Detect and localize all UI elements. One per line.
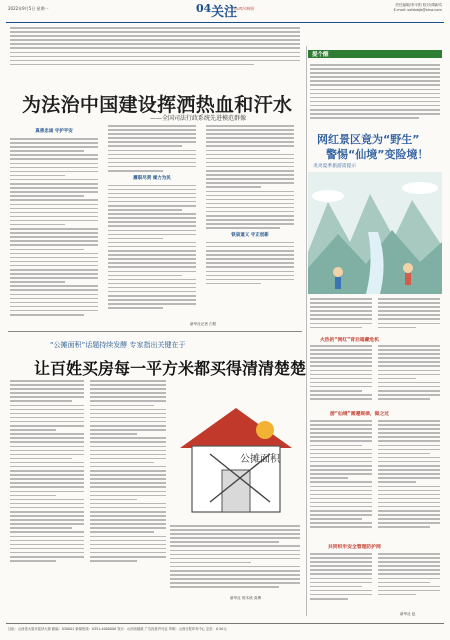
scenery-illustration (308, 172, 442, 294)
column-subhead: 履职尽责 倾力为民 (133, 175, 171, 181)
tip-intro (310, 64, 440, 119)
lead-column-2 (108, 125, 196, 309)
footer-rule (6, 623, 444, 624)
second-byline: 新华社 郭木欣 高博 (230, 596, 262, 600)
tip-title-line-1: 网红景区竟为“野生” (317, 133, 420, 146)
tip-column-1b (310, 345, 372, 400)
tip-subhead-1: 火热的“网红”背后暗藏危机 (320, 338, 380, 343)
tip-byline: 新华社 赵 (400, 612, 416, 616)
tip-label: 提个醒 (312, 52, 329, 58)
tip-column-2c (378, 420, 440, 528)
lead-byline: 新华社记者 白阳 (190, 322, 217, 326)
footer-text: 社址：山西省太原市迎泽大街 邮编：030001 新闻热线：0351-4000000 发行：山西省邮政 广告经营许可证 印刷：山西日报印务中心 定价：0.50元 (8, 627, 227, 631)
tip-title-line-2: 警惕“仙境”变险境！ (326, 148, 429, 161)
story-separator (8, 331, 302, 332)
lead-column-3 (206, 125, 294, 284)
brand-logo: 山西法制报 (234, 6, 254, 11)
tip-column-2a (378, 298, 440, 328)
section-number: 04 (196, 2, 212, 15)
second-column-2 (90, 380, 166, 562)
tip-column-2d (378, 553, 440, 595)
section-title: 关注 (211, 5, 238, 20)
lead-subheadline: ——全国司法行政系统先进模范群像 (150, 115, 247, 122)
tip-subhead-3: 共同织牢安全管理防护网 (328, 545, 381, 550)
column-subhead: 铁肩道义 守正创新 (231, 232, 269, 238)
issue-date: 2022年9月5日 星期一 (8, 6, 49, 11)
second-column-3 (170, 525, 300, 588)
tip-subhead-2: 游“仙境”需遵规律，做之过 (330, 412, 390, 417)
lead-headline: 为法治中国建设挥洒热血和汗水 (22, 94, 293, 116)
tip-subtitle: 炎炎夏季旅游需提示 (313, 164, 357, 169)
tip-column-1d (310, 553, 372, 600)
second-kicker: “公摊面积”话题持续发酵 专家指出关键在于 (50, 341, 186, 349)
second-column-1 (10, 380, 84, 562)
tip-column-2b (378, 345, 440, 400)
section-masthead (196, 2, 256, 20)
email-line: E-mail: sxfzbbjb@sina.com (393, 8, 442, 12)
header-rule (6, 22, 444, 23)
house-illustration (170, 390, 302, 522)
house-label: 公摊面积 (240, 454, 280, 465)
lead-column-1 (10, 125, 98, 316)
lead-intro (10, 27, 300, 65)
tip-banner (308, 50, 442, 58)
editor-line: 责任编辑/李平阳 校对/谭新鸣 (395, 3, 442, 7)
column-subhead: 真善忠诚 守护平安 (35, 129, 73, 134)
second-headline: 让百姓买房每一平方米都买得清清楚楚 (34, 359, 307, 378)
tip-column-1a (310, 298, 372, 328)
tip-column-1c (310, 420, 372, 528)
editor-info (394, 3, 442, 13)
